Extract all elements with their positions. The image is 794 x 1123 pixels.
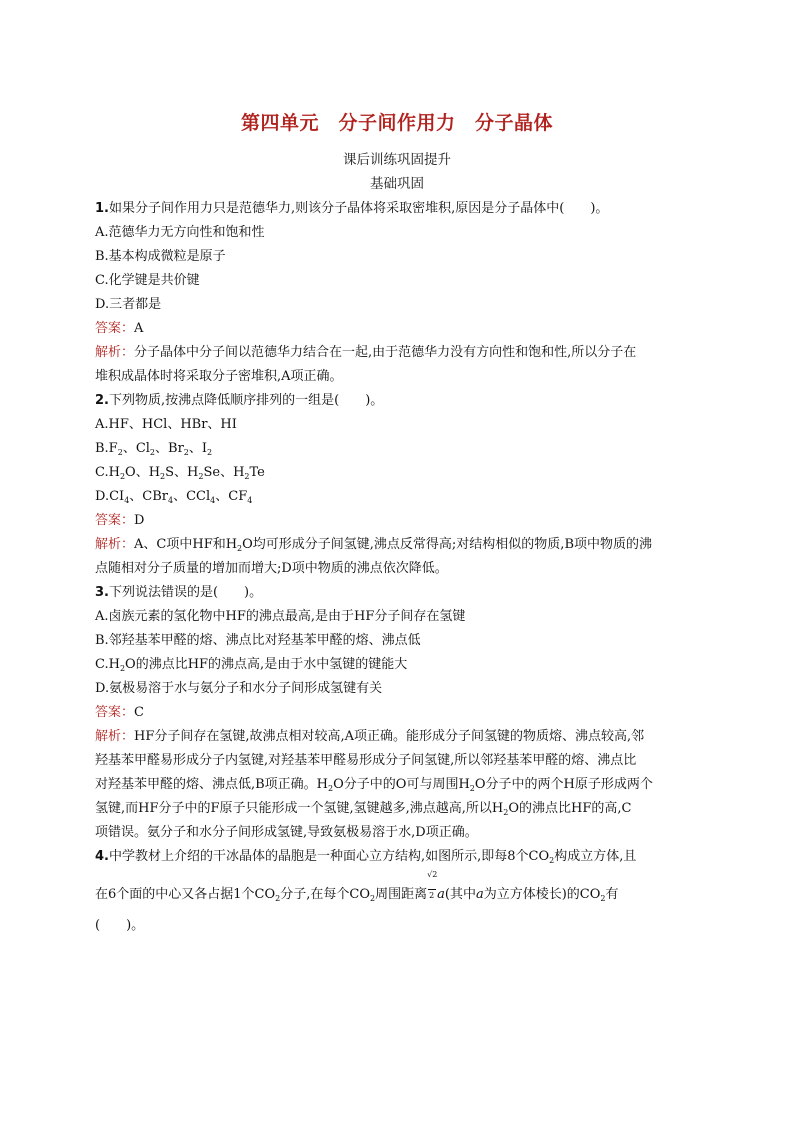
- q1-answer: [95, 317, 705, 336]
- q2-option-c: $C.H_2O$、$H_2S$、$H_2Se$、$H_2Te$: [95, 465, 265, 481]
- analysis-label: 解析：: [95, 537, 135, 552]
- q1-option-c: C.化学键是共价键: [95, 273, 200, 288]
- answer-label: 答案：: [95, 513, 135, 528]
- q3-analysis-line-1: 解析：HF分子间存在氢键,故沸点相对较高,A项正确。能形成分子间氢键的物质熔、沸点较高,邻: [95, 729, 645, 744]
- q2-answer-value: D: [134, 513, 145, 528]
- q2-option-d: $D.CI_4$、CBr$_4$、CCl$_4$、$CF_4$: [95, 489, 253, 505]
- q1-stem-text: 如果分子间作用力只是范德华力,则该分子晶体将采取密堆积,原因是分子晶体中( )。: [108, 201, 609, 216]
- q2-analysis-line-1: 解析：A、C项中HF和$H_2O$均可形成分子间氢键,沸点反常得高;对结构相似的物质,B项中物质的沸: [95, 537, 652, 553]
- section-heading: 基础巩固: [370, 176, 424, 192]
- analysis-label: 解析：: [95, 345, 135, 360]
- q2-number: 2.: [95, 393, 109, 408]
- q1-analysis-text-1: 分子晶体中分子间以范德华力结合在一起,由于范德华力没有方向性和饱和性,所以分子在: [134, 345, 637, 360]
- q1-analysis-line-2: 堆积成晶体时将采取分子密堆积,A项正确。: [95, 369, 343, 384]
- q2-answer: [95, 509, 705, 528]
- q3-option-a: A.卤族元素的氢化物中HF的沸点最高,是由于HF分子间存在氢键: [95, 609, 466, 624]
- q3-analysis-line-4: 氢键,而HF分子中的F原子只能形成一个氢键,氢键越多,沸点越高,所以$H_2O$的沸点比HF的高,C: [95, 801, 632, 817]
- page-title: 第四单元 分子间作用力 分子晶体: [240, 112, 553, 134]
- answer-label: 答案：: [95, 321, 135, 336]
- q4-number: 4.: [95, 849, 109, 864]
- q4-stem-line-3: ( )。: [95, 918, 145, 933]
- q3-number: 3.: [95, 585, 109, 600]
- q1-number: 1.: [95, 201, 109, 216]
- q1-option-a: A.范德华力无方向性和饱和性: [95, 225, 265, 240]
- q3-analysis-line-5: 项错误。氨分子和水分子间形成氢键,导致氨极易溶于水,D项正确。: [95, 825, 478, 840]
- sqrt2-over-2-fraction: $\frac{√2}{2}$: [427, 870, 438, 900]
- q1-option-d: D.三者都是: [95, 297, 162, 312]
- q3-analysis-line-3: 对羟基苯甲醛的熔、沸点低,B项正确。$H_2O$分子中的O可与周围$H_2O$分子中的两个H原子形成两个: [95, 777, 653, 793]
- q3-stem-text: 下列说法错误的是( )。: [108, 585, 263, 600]
- q1-answer-value: A: [134, 321, 144, 336]
- q1-stem: [95, 197, 705, 216]
- q3-option-b: B.邻羟基苯甲醛的熔、沸点比对羟基苯甲醛的熔、沸点低: [95, 633, 421, 648]
- subtitle: 课后训练巩固提升: [343, 152, 451, 168]
- answer-label: 答案：: [95, 705, 135, 720]
- q1-analysis-line-1: [95, 341, 705, 360]
- q3-option-d: D.氨极易溶于水与氨分子和水分子间形成氢键有关: [95, 681, 383, 696]
- q2-stem: [95, 389, 705, 408]
- q2-option-a: A.HF、HCl、HBr、HI: [95, 417, 237, 432]
- q3-analysis-line-2: 羟基苯甲醛易形成分子内氢键,对羟基苯甲醛易形成分子间氢键,所以邻羟基苯甲醛的熔、沸点比: [95, 753, 637, 768]
- q3-answer: [95, 701, 705, 720]
- q4-stem-line-1: 4.中学教材上介绍的干冰晶体的晶胞是一种面心立方结构,如图所示,即每8个$CO_2$构成立方体,且: [95, 849, 637, 865]
- q1-option-b: B.基本构成微粒是原子: [95, 249, 226, 264]
- q3-answer-value: C: [134, 705, 144, 720]
- q3-stem: [95, 581, 705, 600]
- q3-option-c: $C.H_2O$的沸点比HF的沸点高,是由于水中氢键的键能大: [95, 657, 408, 673]
- q2-stem-text: 下列物质,按沸点降低顺序排列的一组是( )。: [108, 393, 384, 408]
- q2-option-b: $B.F_2$、$Cl_2$、$Br_2$、$I_2$: [95, 441, 213, 457]
- analysis-label: 解析：: [95, 729, 135, 744]
- q2-analysis-line-2: 点随相对分子质量的增加而增大;D项中物质的沸点依次降低。: [95, 561, 448, 576]
- q4-stem-line-2: 在6个面的中心又各占据1个$CO_2$分子,在每个$CO_2$周围距离 $\frac{√2}{2}$ a(其中a为立方体棱长)的$CO_2$有: [95, 870, 619, 903]
